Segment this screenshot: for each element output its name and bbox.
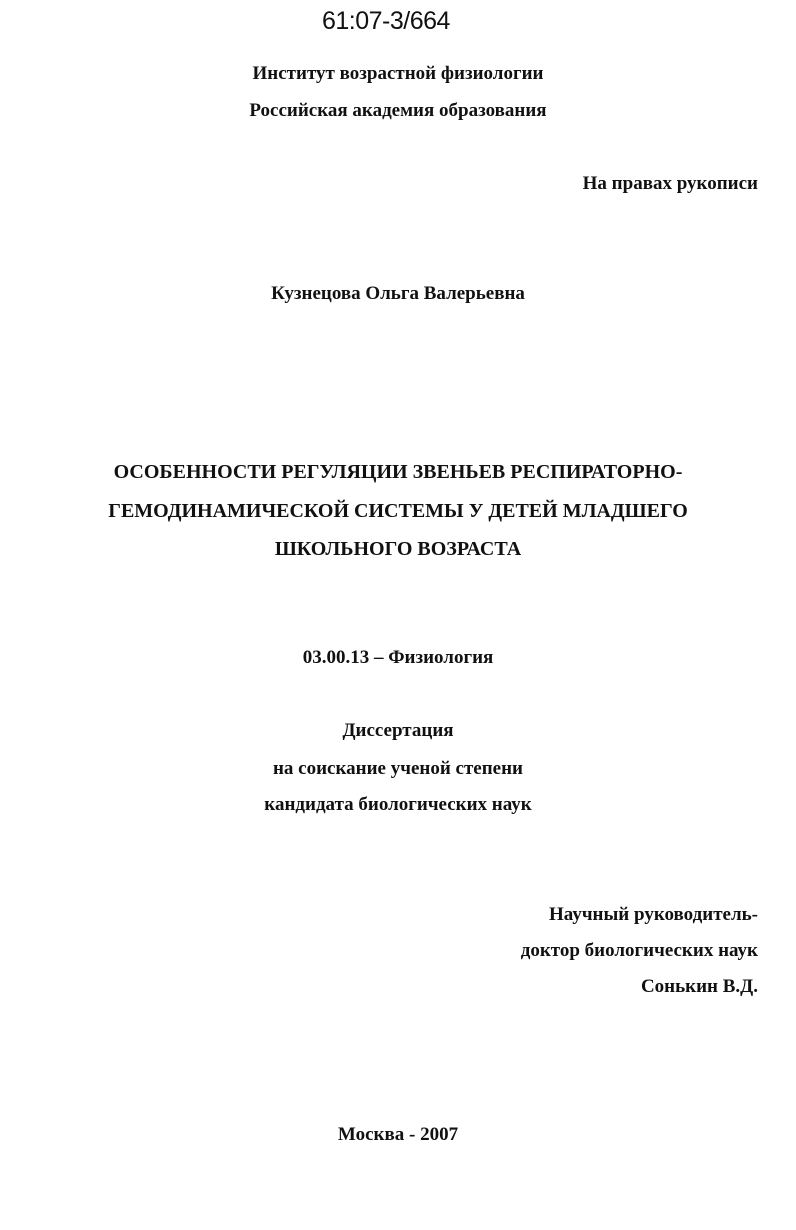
degree-purpose: на соискание ученой степени (272, 758, 523, 779)
dissertation-title-line-3: ШКОЛЬНОГО ВОЗРАСТА (274, 538, 522, 560)
academy-name: Российская академия образования (249, 100, 547, 121)
dissertation-title-line-2: ГЕМОДИНАМИЧЕСКОЙ СИСТЕМЫ У ДЕТЕЙ МЛАДШЕГО (108, 500, 688, 522)
dissertation-title-line-1: ОСОБЕННОСТИ РЕГУЛЯЦИИ ЗВЕНЬЕВ РЕСПИРАТОРНО- (113, 461, 683, 483)
author-name: Кузнецова Ольга Валерьевна (271, 283, 525, 304)
institute-name: Институт возрастной физиологии (252, 63, 544, 84)
specialty-code: 03.00.13 – Физиология (302, 647, 494, 668)
document-type: Диссертация (342, 720, 454, 741)
place-and-year: Москва - 2007 (337, 1124, 459, 1145)
supervisor-label: Научный руководитель- (549, 904, 758, 925)
supervisor-name: Сонькин В.Д. (640, 976, 758, 997)
degree-name: кандидата биологических наук (264, 794, 532, 815)
archive-stamp-number: 61:07-3/664 (322, 7, 450, 35)
manuscript-note: На правах рукописи (582, 173, 758, 194)
supervisor-degree: доктор биологических наук (520, 940, 758, 961)
